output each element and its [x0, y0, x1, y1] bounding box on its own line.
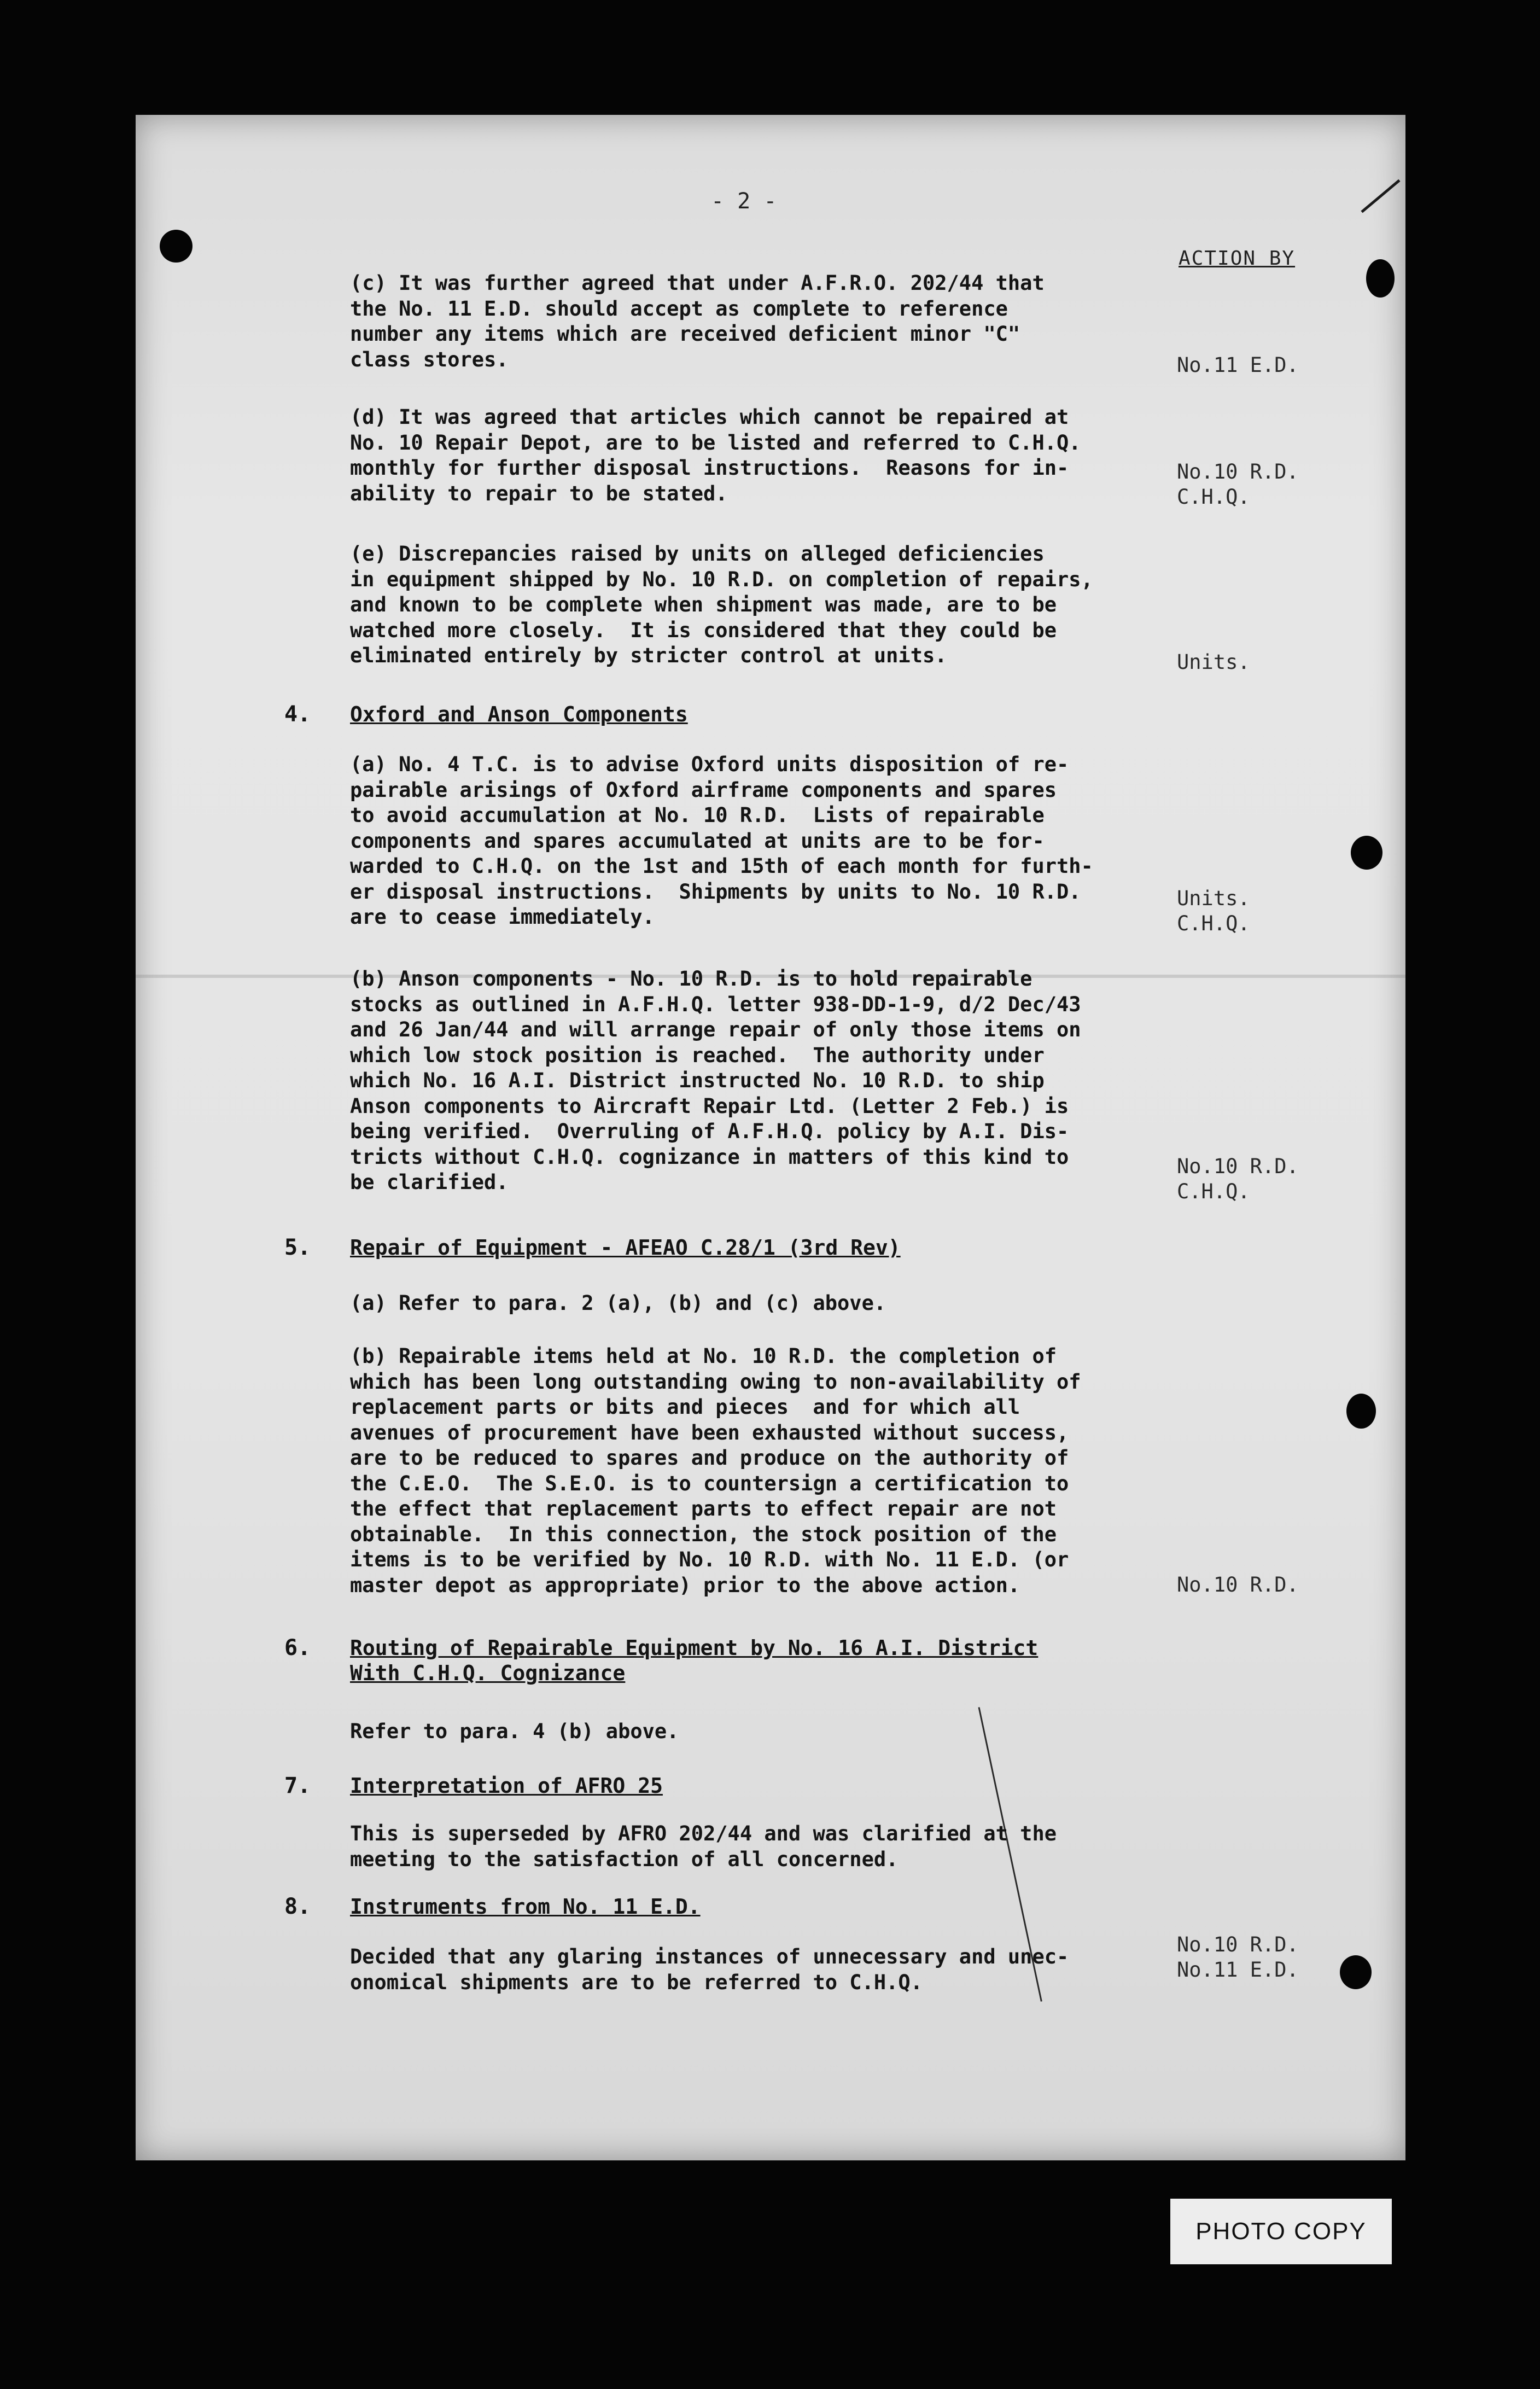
section-heading: Repair of Equipment - AFEAO C.28/1 (3rd Rev)	[350, 1236, 901, 1260]
action-4a: Units. C.H.Q.	[1177, 887, 1250, 935]
paragraph-6: Refer to para. 4 (b) above.	[350, 1720, 679, 1743]
section-heading: Instruments from No. 11 E.D.	[350, 1895, 701, 1919]
section-heading: Interpretation of AFRO 25	[350, 1774, 663, 1798]
section-heading: Oxford and Anson Components	[350, 702, 688, 726]
punch-hole	[1351, 836, 1382, 870]
punch-hole	[1366, 259, 1395, 298]
action-5b: No.10 R.D.	[1177, 1573, 1299, 1596]
action-by-header: ACTION BY	[1179, 247, 1296, 270]
punch-hole	[1340, 1955, 1372, 1989]
paragraph-7: This is superseded by AFRO 202/44 and was clarified at the meeting to the satisfaction of all concerned.	[350, 1822, 1057, 1871]
action-3d: No.10 R.D. C.H.Q.	[1177, 460, 1299, 509]
paragraph-5b: (b) Repairable items held at No. 10 R.D. the completion of which has been long outstanding owing to non-availability of replacement parts or bits and pieces and for which all avenues of procurement have been exhausted without success, are to be reduced to spares and produce on the authority of the C.E.O. The S.E.O. is to countersign a certification to the effect that replacement parts to effect repair are not obtainable. In this connection, the stock position of the items is to be verified by No. 10 R.D. with No. 11 E.D. (or master depot as appropriate) prior to the above action.	[350, 1344, 1081, 1597]
punch-hole	[1346, 1394, 1376, 1429]
action-3c: No.11 E.D.	[1177, 353, 1299, 377]
paragraph-8: Decided that any glaring instances of unnecessary and unec- onomical shipments are to be referred to C.H.Q.	[350, 1945, 1069, 1994]
paragraph-3e: (e) Discrepancies raised by units on alleged deficiencies in equipment shipped by No. 10 R.D. on completion of repairs, and known to be complete when shipment was made, are to be watched more closely. It is considered that they could be eliminated entirely by stricter control at units.	[350, 542, 1093, 667]
action-4b: No.10 R.D. C.H.Q.	[1177, 1155, 1299, 1203]
paragraph-5a: (a) Refer to para. 2 (a), (b) and (c) above.	[350, 1291, 886, 1315]
punch-hole	[160, 230, 192, 263]
page-number: - 2 -	[711, 189, 777, 214]
section-heading: Routing of Repairable Equipment by No. 16 A.I. District With C.H.Q. Cognizance	[350, 1636, 1039, 1685]
action-8: No.10 R.D. No.11 E.D.	[1177, 1933, 1299, 1982]
paragraph-4b: (b) Anson components - No. 10 R.D. is to hold repairable stocks as outlined in A.F.H.Q. letter 938-DD-1-9, d/2 Dec/43 and 26 Jan/44 and will arrange repair of only those items on which low stock position is reached. The authority under which No. 16 A.I. District instructed No. 10 R.D. to ship Anson components to Aircraft Repair Ltd. (Letter 2 Feb.) is being verified. Overruling of A.F.H.Q. policy by A.I. Dis- tricts without C.H.Q. cognizance in matters of this kind to be clarified.	[350, 967, 1081, 1194]
section-number: 8.	[284, 1894, 311, 1919]
paragraph-4a: (a) No. 4 T.C. is to advise Oxford units disposition of re- pairable arisings of Oxford airframe components and spares to avoid accumulation at No. 10 R.D. Lists of repairable components and spares accumulated at units are to be for- warded to C.H.Q. on the 1st and 15th of each month for furth- er disposal instructions. Shipments by units to No. 10 R.D. are to cease immediately.	[350, 753, 1093, 929]
section-number: 5.	[284, 1235, 311, 1260]
action-3e: Units.	[1177, 650, 1250, 674]
paragraph-3c: (c) It was further agreed that under A.F.R.O. 202/44 that the No. 11 E.D. should accept as complete to reference number any items which are received deficient minor "C" class stores.	[350, 271, 1045, 371]
photocopy-stamp: PHOTO COPY	[1170, 2199, 1392, 2264]
section-number: 6.	[284, 1635, 311, 1660]
paragraph-3d: (d) It was agreed that articles which cannot be repaired at No. 10 Repair Depot, are to be listed and referred to C.H.Q. monthly for further disposal instructions. Reasons for in- ability to repair to be stated.	[350, 405, 1081, 505]
section-number: 7.	[284, 1773, 311, 1798]
section-number: 4.	[284, 702, 311, 727]
